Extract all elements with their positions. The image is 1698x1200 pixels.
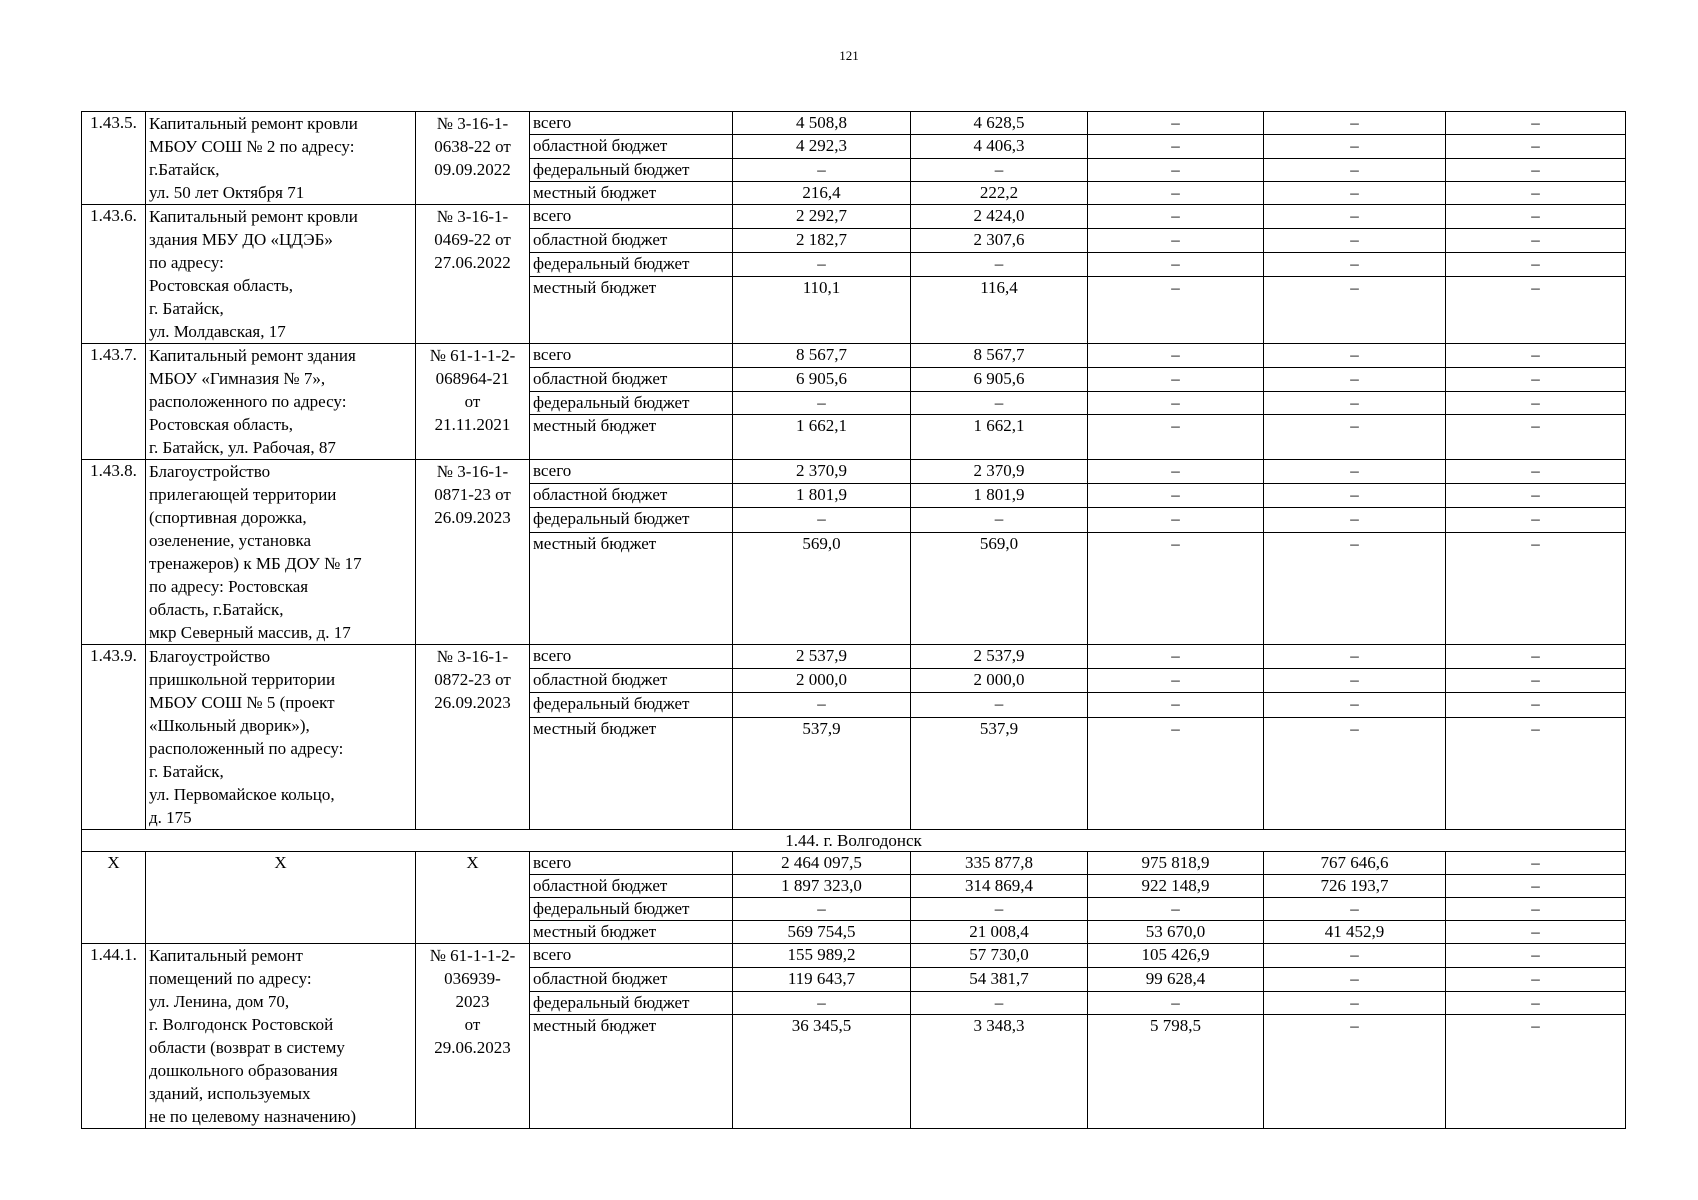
item-contract (416, 112, 530, 205)
amount-cell: 21 008,4 (911, 921, 1088, 944)
item-name-line: Капитальный ремонт кровли (149, 114, 358, 133)
amount-cell: 569 754,5 (733, 921, 911, 944)
amount-cell: 4 508,8 (733, 112, 911, 135)
amount-cell: – (1264, 415, 1446, 460)
amount-cell: – (1088, 460, 1264, 484)
funding-source: федеральный бюджет (530, 252, 733, 276)
amount-cell: 110,1 (733, 276, 911, 343)
amount-cell: 537,9 (911, 717, 1088, 829)
item-name-line: озеленение, установка (149, 531, 312, 550)
item-name-line: по адресу: Ростовская (149, 577, 309, 596)
amount-cell: – (1446, 967, 1626, 991)
amount-cell: – (911, 898, 1088, 921)
item-contract-line: 036939- (444, 969, 501, 988)
item-name-line: Капитальный ремонт кровли (149, 207, 358, 226)
item-contract-line: № 3-16-1- (436, 207, 509, 226)
funding-source: всего (530, 852, 733, 875)
amount-cell: 314 869,4 (911, 875, 1088, 898)
amount-cell: – (1264, 693, 1446, 717)
item-name-line: г. Батайск, (149, 762, 224, 781)
item-name-line: г. Волгодонск Ростовской (149, 1015, 334, 1034)
amount-cell: – (1446, 415, 1626, 460)
amount-cell: 99 628,4 (1088, 967, 1264, 991)
item-name-line: области (возврат в систему (149, 1038, 345, 1057)
funding-source: областной бюджет (530, 967, 733, 991)
item-name-line: г. Батайск, ул. Рабочая, 87 (149, 438, 336, 457)
item-name-line: Ростовская область, (149, 276, 294, 295)
item-name-line: (спортивная дорожка, (149, 508, 307, 527)
amount-cell: 767 646,6 (1264, 852, 1446, 875)
item-name-line: здания МБУ ДО «ЦДЭБ» (149, 230, 333, 249)
amount-cell: 8 567,7 (911, 344, 1088, 368)
amount-cell: 2 537,9 (911, 645, 1088, 669)
amount-cell: – (911, 391, 1088, 415)
item-contract-line: 27.06.2022 (434, 253, 511, 272)
amount-cell: – (1088, 181, 1264, 204)
amount-cell: 6 905,6 (733, 367, 911, 391)
amount-cell: 2 537,9 (733, 645, 911, 669)
amount-cell: – (1264, 532, 1446, 644)
item-number: 1.43.8. (82, 460, 146, 645)
item-contract-line: 2023 (455, 992, 490, 1011)
amount-cell: – (1088, 252, 1264, 276)
amount-cell: 4 406,3 (911, 135, 1088, 158)
funding-source: федеральный бюджет (530, 508, 733, 532)
item-name-line: «Школьный дворик»), (149, 716, 310, 735)
amount-cell: – (1088, 367, 1264, 391)
funding-source: местный бюджет (530, 532, 733, 644)
table-row (82, 460, 1626, 484)
amount-cell: – (1446, 460, 1626, 484)
section-row (82, 830, 1626, 852)
amount-cell: 5 798,5 (1088, 1015, 1264, 1129)
item-contract-line: от (464, 1015, 481, 1034)
amount-cell: – (733, 158, 911, 181)
amount-cell: 4 628,5 (911, 112, 1088, 135)
amount-cell: – (1264, 967, 1446, 991)
item-name-line: зданий, используемых (149, 1084, 311, 1103)
amount-cell: – (1088, 645, 1264, 669)
amount-cell: – (1264, 717, 1446, 829)
amount-cell: – (1088, 484, 1264, 508)
amount-cell: 53 670,0 (1088, 921, 1264, 944)
amount-cell: – (911, 991, 1088, 1015)
item-contract-line: № 3-16-1- (436, 462, 509, 481)
amount-cell: – (1264, 460, 1446, 484)
table-row (82, 205, 1626, 229)
item-name (146, 344, 416, 460)
amount-cell: – (1088, 158, 1264, 181)
amount-cell: – (1446, 228, 1626, 252)
amount-cell: 36 345,5 (733, 1015, 911, 1129)
amount-cell: – (733, 508, 911, 532)
amount-cell: 2 424,0 (911, 205, 1088, 229)
amount-cell: 8 567,7 (733, 344, 911, 368)
amount-cell: – (1446, 991, 1626, 1015)
amount-cell: 2 464 097,5 (733, 852, 911, 875)
item-name (146, 460, 416, 645)
funding-source: всего (530, 944, 733, 968)
amount-cell: – (1088, 508, 1264, 532)
item-name-line: д. 175 (149, 808, 192, 827)
item-number: 1.44.1. (82, 944, 146, 1129)
amount-cell: – (1088, 415, 1264, 460)
funding-source: областной бюджет (530, 875, 733, 898)
amount-cell: – (1446, 112, 1626, 135)
item-contract (416, 205, 530, 344)
item-contract-line: № 61-1-1-2- (429, 946, 516, 965)
funding-source: всего (530, 645, 733, 669)
amount-cell: 41 452,9 (1264, 921, 1446, 944)
amount-cell: – (1088, 669, 1264, 693)
funding-source: местный бюджет (530, 1015, 733, 1129)
amount-cell: 569,0 (911, 532, 1088, 644)
funding-source: федеральный бюджет (530, 693, 733, 717)
item-name-line: тренажеров) к МБ ДОУ № 17 (149, 554, 362, 573)
amount-cell: – (1446, 693, 1626, 717)
amount-cell: – (1088, 228, 1264, 252)
item-contract-line: от (464, 392, 481, 411)
amount-cell: – (1446, 252, 1626, 276)
item-contract-line: 21.11.2021 (434, 415, 511, 434)
page-number: 121 (839, 48, 859, 63)
item-name (146, 205, 416, 344)
amount-cell: – (1446, 1015, 1626, 1129)
amount-cell: – (911, 252, 1088, 276)
amount-cell: 569,0 (733, 532, 911, 644)
amount-cell: – (1446, 344, 1626, 368)
amount-cell: – (1446, 717, 1626, 829)
amount-cell: – (1446, 645, 1626, 669)
item-contract (416, 460, 530, 645)
amount-cell: – (1264, 669, 1446, 693)
item-name-line: дошкольного образования (149, 1061, 338, 1080)
amount-cell: – (1446, 135, 1626, 158)
amount-cell: – (1088, 112, 1264, 135)
funding-source: областной бюджет (530, 228, 733, 252)
funding-source: федеральный бюджет (530, 391, 733, 415)
amount-cell: – (1446, 921, 1626, 944)
amount-cell: – (1446, 669, 1626, 693)
amount-cell: – (1088, 276, 1264, 343)
amount-cell: – (1446, 205, 1626, 229)
item-name-line: расположенного по адресу: (149, 392, 347, 411)
item-number: 1.43.7. (82, 344, 146, 460)
amount-cell: – (1264, 276, 1446, 343)
funding-source: областной бюджет (530, 669, 733, 693)
funding-source: федеральный бюджет (530, 991, 733, 1015)
amount-cell: – (1088, 898, 1264, 921)
amount-cell: 116,4 (911, 276, 1088, 343)
amount-cell: – (1088, 693, 1264, 717)
item-contract-line: 0638-22 от (434, 137, 511, 156)
funding-source: федеральный бюджет (530, 158, 733, 181)
item-contract-line: 0469-22 от (434, 230, 511, 249)
amount-cell: 222,2 (911, 181, 1088, 204)
amount-cell: 4 292,3 (733, 135, 911, 158)
amount-cell: 2 292,7 (733, 205, 911, 229)
amount-cell: 2 000,0 (911, 669, 1088, 693)
amount-cell: 155 989,2 (733, 944, 911, 968)
amount-cell: – (1264, 944, 1446, 968)
amount-cell: 119 643,7 (733, 967, 911, 991)
funding-source: всего (530, 344, 733, 368)
item-name-line: Капитальный ремонт здания (149, 346, 356, 365)
item-name-line: область, г.Батайск, (149, 600, 284, 619)
item-name-line: помещений по адресу: (149, 969, 312, 988)
table-row (82, 344, 1626, 368)
amount-cell: 3 348,3 (911, 1015, 1088, 1129)
funding-source: федеральный бюджет (530, 898, 733, 921)
table-row (82, 944, 1626, 968)
amount-cell: – (1446, 852, 1626, 875)
amount-cell: – (1446, 532, 1626, 644)
item-name-line: МБОУ СОШ № 5 (проект (149, 693, 335, 712)
table-row (82, 112, 1626, 135)
item-name-line: МБОУ СОШ № 2 по адресу: (149, 137, 355, 156)
item-contract-line: 068964-21 (435, 369, 510, 388)
item-contract (416, 645, 530, 830)
amount-cell: – (1446, 944, 1626, 968)
amount-cell: 726 193,7 (1264, 875, 1446, 898)
item-name-line: Благоустройство (149, 647, 271, 666)
amount-cell: – (1446, 484, 1626, 508)
item-name-line: ул. Первомайское кольцо, (149, 785, 335, 804)
amount-cell: – (1264, 228, 1446, 252)
item-name-line: расположенный по адресу: (149, 739, 344, 758)
funding-source: всего (530, 205, 733, 229)
amount-cell: 537,9 (733, 717, 911, 829)
item-name-line: ул. Молдавская, 17 (149, 322, 286, 341)
item-name-line: ул. 50 лет Октября 71 (149, 183, 305, 202)
funding-source: местный бюджет (530, 181, 733, 204)
budget-table (81, 111, 1626, 1129)
amount-cell: – (1446, 391, 1626, 415)
amount-cell: 1 662,1 (911, 415, 1088, 460)
amount-cell: – (1446, 181, 1626, 204)
amount-cell: 975 818,9 (1088, 852, 1264, 875)
table-row (82, 852, 1626, 875)
funding-source: всего (530, 112, 733, 135)
amount-cell: 6 905,6 (911, 367, 1088, 391)
item-contract (416, 344, 530, 460)
amount-cell: – (733, 252, 911, 276)
item-name-line: Ростовская область, (149, 415, 294, 434)
amount-cell: – (733, 391, 911, 415)
item-name (146, 944, 416, 1129)
item-contract-line: 29.06.2023 (434, 1038, 511, 1057)
item-name-line: Капитальный ремонт (149, 946, 303, 965)
section-title: 1.44. г. Волгодонск (82, 830, 1626, 852)
funding-source: областной бюджет (530, 367, 733, 391)
amount-cell: – (1446, 875, 1626, 898)
item-contract: X (416, 852, 530, 944)
amount-cell: – (911, 508, 1088, 532)
funding-source: местный бюджет (530, 276, 733, 343)
amount-cell: – (1264, 367, 1446, 391)
funding-source: местный бюджет (530, 921, 733, 944)
item-name-line: по адресу: (149, 253, 224, 272)
amount-cell: – (1264, 391, 1446, 415)
amount-cell: 1 897 323,0 (733, 875, 911, 898)
item-contract-line: 0872-23 от (434, 670, 511, 689)
item-name-line: мкр Северный массив, д. 17 (149, 623, 351, 642)
amount-cell: – (1264, 344, 1446, 368)
amount-cell: – (1264, 158, 1446, 181)
item-name-line: г. Батайск, (149, 299, 224, 318)
item-contract (416, 944, 530, 1129)
amount-cell: – (1446, 898, 1626, 921)
amount-cell: 54 381,7 (911, 967, 1088, 991)
item-number: 1.43.5. (82, 112, 146, 205)
amount-cell: – (733, 693, 911, 717)
amount-cell: – (733, 898, 911, 921)
amount-cell: – (911, 158, 1088, 181)
amount-cell: 105 426,9 (1088, 944, 1264, 968)
amount-cell: 1 801,9 (733, 484, 911, 508)
amount-cell: 2 370,9 (911, 460, 1088, 484)
item-contract-line: 26.09.2023 (434, 693, 511, 712)
amount-cell: – (1088, 532, 1264, 644)
amount-cell: 335 877,8 (911, 852, 1088, 875)
amount-cell: – (1264, 205, 1446, 229)
amount-cell: – (1088, 391, 1264, 415)
item-contract-line: 0871-23 от (434, 485, 511, 504)
funding-source: областной бюджет (530, 135, 733, 158)
amount-cell: – (1088, 717, 1264, 829)
amount-cell: – (1446, 276, 1626, 343)
amount-cell: – (1446, 508, 1626, 532)
item-contract-line: № 3-16-1- (436, 114, 509, 133)
amount-cell: – (733, 991, 911, 1015)
item-name-line: не по целевому назначению) (149, 1107, 356, 1126)
amount-cell: 1 801,9 (911, 484, 1088, 508)
item-name-line: Благоустройство (149, 462, 271, 481)
item-name-line: прилегающей территории (149, 485, 337, 504)
item-number: X (82, 852, 146, 944)
amount-cell: 2 000,0 (733, 669, 911, 693)
item-name (146, 645, 416, 830)
item-name-line: пришкольной территории (149, 670, 336, 689)
amount-cell: – (1264, 484, 1446, 508)
amount-cell: 216,4 (733, 181, 911, 204)
amount-cell: – (1264, 112, 1446, 135)
amount-cell: – (1446, 158, 1626, 181)
item-number: 1.43.6. (82, 205, 146, 344)
funding-source: местный бюджет (530, 415, 733, 460)
amount-cell: – (1264, 135, 1446, 158)
item-name-line: г.Батайск, (149, 160, 220, 179)
item-contract-line: № 61-1-1-2- (429, 346, 516, 365)
table-row (82, 645, 1626, 669)
funding-source: местный бюджет (530, 717, 733, 829)
item-name (146, 112, 416, 205)
item-name: X (146, 852, 416, 944)
amount-cell: – (1264, 645, 1446, 669)
funding-source: всего (530, 460, 733, 484)
item-contract-line: 26.09.2023 (434, 508, 511, 527)
amount-cell: 2 307,6 (911, 228, 1088, 252)
amount-cell: – (1264, 181, 1446, 204)
amount-cell: – (1264, 898, 1446, 921)
item-name-line: ул. Ленина, дом 70, (149, 992, 290, 1011)
amount-cell: – (1088, 991, 1264, 1015)
amount-cell: 1 662,1 (733, 415, 911, 460)
amount-cell: 2 370,9 (733, 460, 911, 484)
item-number: 1.43.9. (82, 645, 146, 830)
amount-cell: – (1264, 991, 1446, 1015)
item-name-line: МБОУ «Гимназия № 7», (149, 369, 326, 388)
amount-cell: 2 182,7 (733, 228, 911, 252)
item-contract-line: 09.09.2022 (434, 160, 511, 179)
amount-cell: 57 730,0 (911, 944, 1088, 968)
amount-cell: – (1088, 344, 1264, 368)
amount-cell: – (1264, 252, 1446, 276)
amount-cell: – (1088, 205, 1264, 229)
amount-cell: – (1264, 1015, 1446, 1129)
amount-cell: – (1264, 508, 1446, 532)
amount-cell: 922 148,9 (1088, 875, 1264, 898)
amount-cell: – (911, 693, 1088, 717)
funding-source: областной бюджет (530, 484, 733, 508)
amount-cell: – (1088, 135, 1264, 158)
item-contract-line: № 3-16-1- (436, 647, 509, 666)
amount-cell: – (1446, 367, 1626, 391)
